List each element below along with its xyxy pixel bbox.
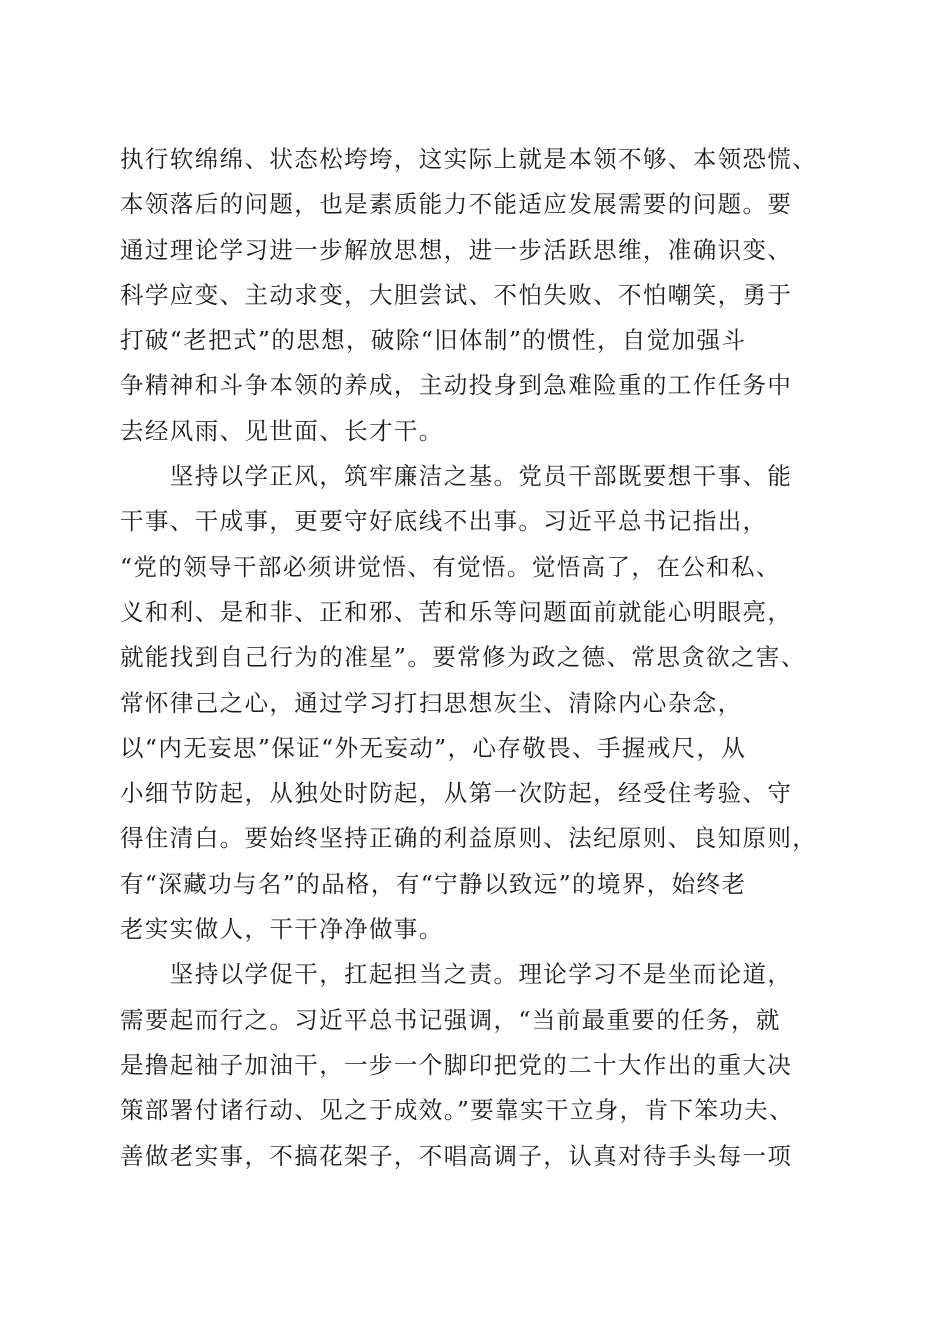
- paragraph-3: [120, 952, 840, 1178]
- paragraph-1: [120, 137, 840, 454]
- text-line: 坚持以学正风，筑牢廉洁之基。党员干部既要想干事、能: [120, 462, 793, 491]
- text-line: 以“内无妄思”保证“外无妄动”，心存敬畏、手握戒尺，从: [120, 733, 747, 762]
- text-line: 坚持以学促干，扛起担当之责。理论学习不是坐而论道，: [120, 960, 793, 989]
- text-line: 常怀律己之心，通过学习打扫思想灰尘、清除内心杂念，: [120, 688, 743, 717]
- text-line: 打破“老把式”的思想，破除“旧体制”的惯性，自觉加强斗: [120, 326, 747, 355]
- text-line: 善做老实事，不搞花架子，不唱高调子，认真对待手头每一项: [120, 1141, 793, 1170]
- text-line: 义和利、是和非、正和邪、苦和乐等问题面前就能心明眼亮，: [120, 597, 793, 626]
- text-line: 得住清白。要始终坚持正确的利益原则、法纪原则、良知原则，: [120, 824, 818, 853]
- text-line: 就能找到自己行为的准星”。要常修为政之德、常思贪欲之害、: [120, 643, 806, 672]
- text-line: 去经风雨、见世面、长才干。: [120, 416, 444, 445]
- text-line: 执行软绵绵、状态松垮垮，这实际上就是本领不够、本领恐慌、: [120, 145, 818, 173]
- text-line: 小细节防起，从独处时防起，从第一次防起，经受住考验、守: [120, 779, 793, 808]
- text-line: “党的领导干部必须讲觉悟、有觉悟。觉悟高了，在公和私、: [120, 552, 781, 581]
- text-line: 通过理论学习进一步解放思想，进一步活跃思维，准确识变、: [120, 235, 793, 264]
- text-line: 有“深藏功与名”的品格，有“宁静以致远”的境界，始终老: [120, 869, 747, 898]
- text-line: 本领落后的问题，也是素质能力不能适应发展需要的问题。要: [120, 190, 793, 219]
- text-line: 老实实做人，干干净净做事。: [120, 915, 444, 944]
- paragraph-2: [120, 454, 840, 952]
- text-line: 策部署付诸行动、见之于成效。”要靠实干立身，肯下笨功夫、: [120, 1096, 794, 1125]
- text-line: 干事、干成事，更要守好底线不出事。习近平总书记指出，: [120, 507, 768, 536]
- text-line: 是撸起袖子加油干，一步一个脚印把党的二十大作出的重大决: [120, 1050, 793, 1079]
- text-line: 争精神和斗争本领的养成，主动投身到急难险重的工作任务中: [120, 371, 793, 400]
- body-text: [120, 137, 840, 1179]
- text-line: 科学应变、主动求变，大胆尝试、不怕失败、不怕嘲笑，勇于: [120, 280, 793, 309]
- text-line: 需要起而行之。习近平总书记强调，“当前最重要的任务，就: [120, 1005, 781, 1034]
